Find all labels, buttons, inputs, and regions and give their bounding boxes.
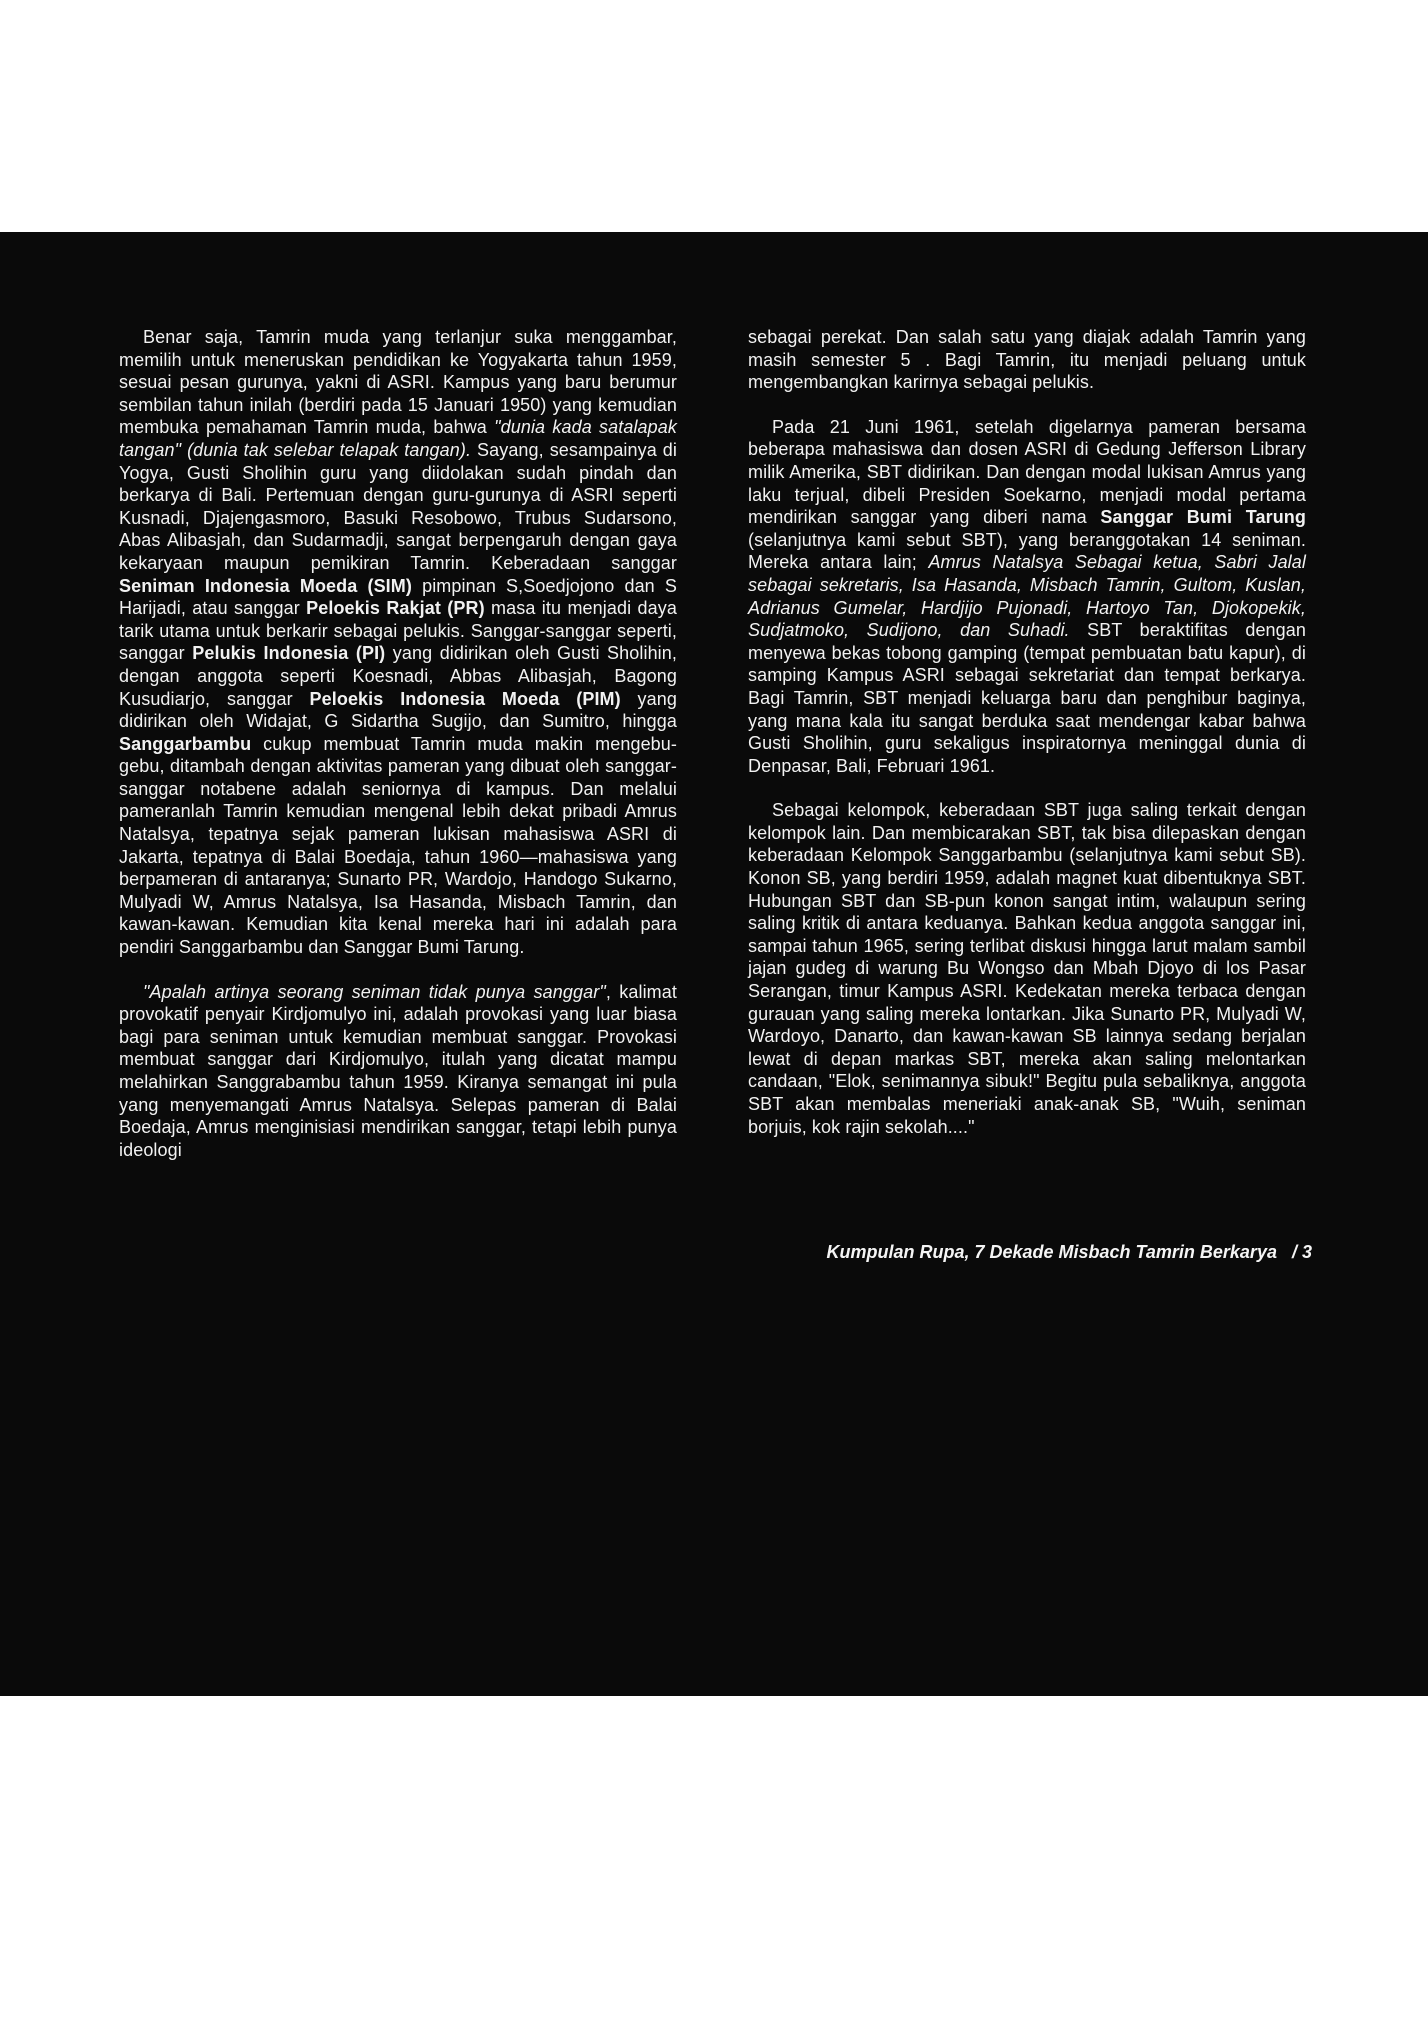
text-run: (selanjutnya kami sebut SBT), yang beranggotakan 14 seniman. Mereka antara lain; [748,529,1306,573]
text-run: masa itu menjadi daya tarik utama untuk berkarir sebagai pelukis. Sanggar-sanggar seperti, sanggar [119,598,677,664]
text-run: yang didirikan oleh Gusti Sholihin, dengan anggota seperti Koesnadi, Abbas Alibasjah, Bagong Kusudiarjo, sanggar [119,643,677,709]
left-column [119,326,677,1161]
text-run: Sebagai kelompok, keberadaan SBT juga saling terkait dengan kelompok lain. Dan membicarakan SBT, tak bisa dilepaskan dengan keberadaan Kelompok Sanggarbambu (selanjutnya kami sebut SB). Konon SB, yang berdiri 1959, adalah magnet kuat dibentuknya SBT. Hubungan SBT dan SB-pun konon sangat intim, walaupun sering saling kritik di antara keduanya. Bahkan kedua anggota sanggar ini, sampai tahun 1965, sering terlibat diskusi hingga larut malam sambil jajan gudeg di warung Bu Wongso dan Mbah Djoyo di los Pasar Serangan, timur Kampus ASRI. Kedekatan mereka terbaca dengan gurauan yang saling mereka lontarkan. Jika Sunarto PR, Mulyadi W, Wardoyo, Danarto, dan kawan-kawan SB lainnya sedang berjalan lewat di depan markas SBT, mereka akan saling melontarkan candaan, "Elok, senimannya sibuk!" Begitu pula sebaliknya, anggota SBT akan membalas meneriaki anak-anak SB, "Wuih, seniman borjuis, kok rajin sekolah...." [748,800,1306,1137]
paragraph [748,416,1306,778]
text-run: yang didirikan oleh Widajat, G Sidartha Sugijo, dan Sumitro, hingga [119,688,677,732]
text-run: Benar saja, Tamrin muda yang terlanjur suka menggambar, memilih untuk meneruskan pendidikan ke Yogyakarta tahun 1959, sesuai pesan gurunya, yakni di ASRI. Kampus yang baru berumur sembilan tahun inilah (berdiri pada 15 Januari 1950) yang kemudian membuka pemahaman Tamrin muda, bahwa [119,327,677,438]
text-run: Sanggarbambu [119,733,252,754]
text-run: pimpinan S,Soedjojono dan S Harijadi, atau sanggar [119,575,678,619]
text-run: Sayang, sesampainya di Yogya, Gusti Sholihin guru yang diidolakan sudah pindah dan berkarya di Bali. Pertemuan dengan guru-gurunya di ASRI seperti Kusnadi, Djajengasmoro, Basuki Resobowo, Trubus Sudarsono, Abas Alibasjah, dan Sudarmadji, sangat berpengaruh dengan gaya kekaryaan maupun pemikiran Tamrin. Keberadaan sanggar [119,439,677,573]
text-run: Seniman Indonesia Moeda (SIM) [119,575,412,596]
text-run: "dunia kada satalapak tangan" (dunia tak selebar telapak tangan). [119,417,677,460]
footer-book-title: Kumpulan Rupa, 7 Dekade Misbach Tamrin Berkarya [826,1242,1277,1262]
text-run: Amrus Natalsya Sebagai ketua, Sabri Jalal sebagai sekretaris, Isa Hasanda, Misbach Tamrin, Gultom, Kuslan, Adrianus Gumelar, Hardjijo Pujonadi, Hartoyo Tan, Djokopekik, Sudjatmoko, Sudijono, dan Suhadi. [748,552,1306,641]
text-run: SBT beraktifitas dengan menyewa bekas tobong gamping (tempat pembuatan batu kapur), di samping Kampus ASRI sebagai sekretariat dan tempat berkarya. Bagi Tamrin, SBT menjadi keluarga baru dan penghibur baginya, yang mana kala itu sangat berduka saat mendengar kabar bahwa Gusti Sholihin, guru sekaligus inspiratornya meninggal dunia di Denpasar, Bali, Februari 1961. [748,620,1306,776]
right-column [748,326,1306,1138]
text-run: , kalimat provokatif penyair Kirdjomulyo ini, adalah provokasi yang luar biasa bagi para seniman untuk kemudian membuat sanggar. Provokasi membuat sanggar dari Kirdjomulyo, itulah yang dicatat mampu melahirkan Sanggrabambu tahun 1959. Kiranya semangat ini pula yang menyemangati Amrus Natalsya. Selepas pameran di Balai Boedaja, Amrus menginisiasi mendirikan sanggar, tetapi lebih punya ideologi [119,981,677,1160]
text-run: cukup membuat Tamrin muda makin mengebu-gebu, ditambah dengan aktivitas pameran yang dibuat oleh sanggar-sanggar notabene adalah seniornya di kampus. Dan melalui pameranlah Tamrin kemudian mengenal lebih dekat pribadi Amrus Natalsya, tepatnya sejak pameran lukisan mahasiswa ASRI di Jakarta, tepatnya di Balai Boedaja, tahun 1960—mahasiswa yang berpameran di antaranya; Sunarto PR, Wardojo, Handogo Sukarno, Mulyadi W, Amrus Natalsya, Isa Hasanda, Misbach Tamrin, dan kawan-kawan. Kemudian kita kenal mereka hari ini adalah para pendiri Sanggarbambu dan Sanggar Bumi Tarung. [119,733,677,958]
text-run: Pelukis Indonesia (PI) [192,643,386,664]
page-black-panel [0,232,1428,1696]
text-run: Sanggar Bumi Tarung [1100,507,1306,528]
footer-page-number: / 3 [1291,1242,1312,1262]
paragraph [119,981,677,1162]
text-run: sebagai perekat. Dan salah satu yang diajak adalah Tamrin yang masih semester 5 . Bagi Tamrin, itu menjadi peluang untuk mengembangkan karirnya sebagai pelukis. [748,327,1306,393]
paragraph [748,326,1306,394]
text-run: Peloekis Indonesia Moeda (PIM) [309,688,621,709]
paragraph [119,326,677,959]
text-run: Pada 21 Juni 1961, setelah digelarnya pameran bersama beberapa mahasiswa dan dosen ASRI di Gedung Jefferson Library milik Amerika, SBT didirikan. Dan dengan modal lukisan Amrus yang laku terjual, dibeli Presiden Soekarno, menjadi modal pertama mendirikan sanggar yang diberi nama [748,416,1306,528]
text-run: Peloekis Rakjat (PR) [306,598,485,619]
paragraph [748,799,1306,1138]
page-footer [826,1242,1312,1263]
text-run: "Apalah artinya seorang seniman tidak punya sanggar" [143,981,606,1002]
